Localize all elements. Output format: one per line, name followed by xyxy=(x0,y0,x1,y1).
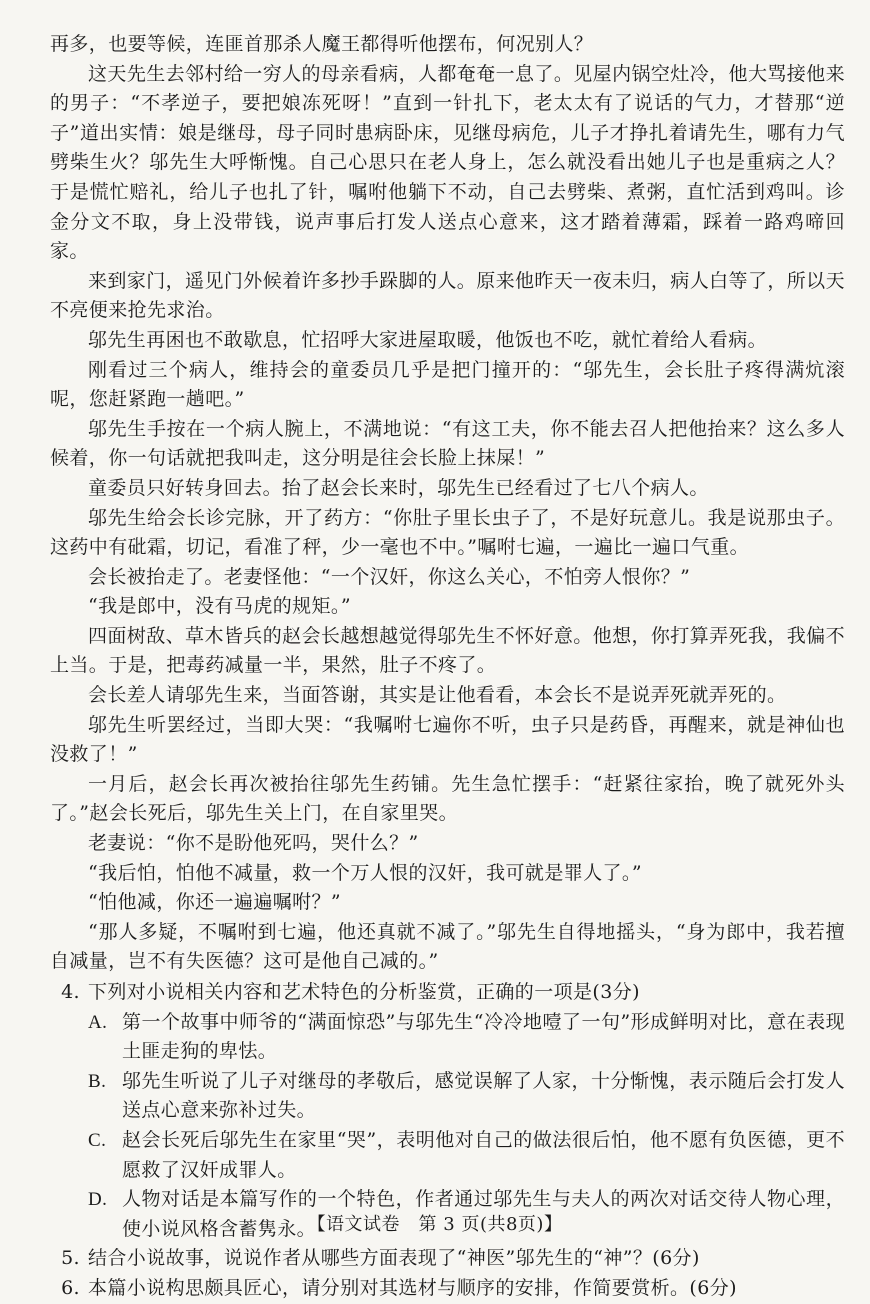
option-text: 邬先生听说了儿子对继母的孝敬后，感觉误解了人家，十分惭愧，表示随后会打发人送点心意来弥补过失。 xyxy=(122,1069,845,1122)
paragraph: “我后怕，怕他不减量，救一个万人恨的汉奸，我可就是罪人了。” xyxy=(88,861,642,884)
paragraph: 会长被抬走了。老妻怪他：“一个汉奸，你这么关心，不怕旁人恨你？” xyxy=(88,565,691,588)
option-label: C. xyxy=(88,1129,107,1151)
paragraph: 童委员只好转身回去。抬了赵会长来时，邬先生已经看过了七八个病人。 xyxy=(88,476,709,499)
paragraph: “怕他减，你还一遍遍嘱咐？” xyxy=(88,891,342,914)
question-stem: 下列对小说相关内容和艺术特色的分析鉴赏，正确的一项是(3分) xyxy=(88,981,640,1003)
option-text: 第一个故事中师爷的“满面惊恐”与邬先生“冷冷地噎了一句”形成鲜明对比，意在表现土匪走狗的卑怯。 xyxy=(122,1010,845,1063)
paragraph: 会长差人请邬先生来，当面答谢，其实是让他看看，本会长不是说弄死就弄死的。 xyxy=(88,684,787,707)
question-5 xyxy=(50,1244,845,1274)
option-a xyxy=(88,1008,845,1067)
question-4 xyxy=(50,978,845,1244)
paragraph: 再多，也要等候，连匪首那杀人魔王都得听他摆布，何况别人？ xyxy=(50,33,594,55)
paragraph: 邬先生给会长诊完脉，开了药方：“你肚子里长虫子了，不是好玩意儿。我是说那虫子。这药中有砒霜，切记，看准了秤，少一毫也不中。”嘱咐七遍，一遍比一遍口气重。 xyxy=(50,506,845,559)
paragraph: “我是郎中，没有马虎的规矩。” xyxy=(88,595,351,618)
paragraph: “那人多疑，不嘱咐到七遍，他还真就不减了。”邬先生自得地摇头，“身为郎中，我若擅自减量，岂不有失医德？这可是他自己减的。” xyxy=(50,920,845,973)
paragraph: 老妻说：“你不是盼他死吗，哭什么？” xyxy=(88,832,419,855)
question-number: 6. xyxy=(61,1276,80,1299)
option-label: B. xyxy=(88,1070,107,1092)
option-label: A. xyxy=(88,1011,108,1033)
paragraph: 来到家门，遥见门外候着许多抄手跺脚的人。原来他昨天一夜未归，病人白等了，所以天不亮便来抢先求治。 xyxy=(50,269,845,322)
question-stem: 本篇小说构思颇具匠心，请分别对其选材与顺序的安排，作简要赏析。(6分) xyxy=(88,1276,737,1299)
option-text: 赵会长死后邬先生在家里“哭”，表明他对自己的做法很后怕，他不愿有负医德，更不愿救了汉奸成罪人。 xyxy=(122,1128,845,1181)
option-text: 人物对话是本篇写作的一个特色，作者通过邬先生与夫人的两次对话交待人物心理，使小说风格含蓄隽永。 xyxy=(122,1188,845,1240)
page-footer: 【语文试卷 第 3 页(共8页)】 xyxy=(307,1214,563,1235)
paragraph: 邬先生手按在一个病人腕上，不满地说：“有这工夫，你不能去召人把他抬来？这么多人候着，你一句话就把我叫走，这分明是往会长脸上抹屎！” xyxy=(50,417,845,470)
reading-passage xyxy=(50,30,845,1304)
question-number: 5. xyxy=(61,1247,80,1270)
paragraph: 刚看过三个病人，维持会的童委员几乎是把门撞开的：“邬先生，会长肚子疼得满炕滚呢，您赶紧跑一趟吧。” xyxy=(50,358,845,411)
question-stem: 结合小说故事，说说作者从哪些方面表现了“神医”邬先生的“神”？(6分) xyxy=(88,1247,700,1270)
paragraph: 邬先生再困也不敢歇息，忙招呼大家进屋取暖，他饭也不吃，就忙着给人看病。 xyxy=(88,328,768,351)
option-b xyxy=(88,1067,845,1126)
paragraph: 这天先生去邻村给一穷人的母亲看病，人都奄奄一息了。见屋内锅空灶冷，他大骂接他来的男子：“不孝逆子，要把娘冻死呀！”直到一针扎下，老太太有了说话的气力，才替那“逆子”道出实情：娘是继母，母子同时患病卧床，见继母病危，儿子才挣扎着请先生，哪有力气劈柴生火？邬先生大呼惭愧。自己心思只在老人身上，怎么就没看出她儿子也是重病之人？于是慌忙赔礼，给儿子也扎了针，嘱咐他躺下不动，自己去劈柴、煮粥，直忙活到鸡叫。诊金分文不取，身上没带钱，说声事后打发人送点心意来，这才踏着薄霜，踩着一路鸡啼回家。 xyxy=(50,62,845,263)
question-number: 4. xyxy=(61,981,80,1003)
paragraph: 邬先生听罢经过，当即大哭：“我嘱咐七遍你不听，虫子只是药昏，再醒来，就是神仙也没救了！” xyxy=(50,713,845,766)
paragraph: 四面树敌、草木皆兵的赵会长越想越觉得邬先生不怀好意。他想，你打算弄死我，我偏不上当。于是，把毒药减量一半，果然，肚子不疼了。 xyxy=(50,624,845,677)
option-c xyxy=(88,1126,845,1185)
paragraph: 一月后，赵会长再次被抬往邬先生药铺。先生急忙摆手：“赶紧往家抬，晚了就死外头了。”赵会长死后，邬先生关上门，在自家里哭。 xyxy=(50,772,845,825)
question-6 xyxy=(50,1274,845,1304)
option-label: D. xyxy=(88,1189,108,1211)
